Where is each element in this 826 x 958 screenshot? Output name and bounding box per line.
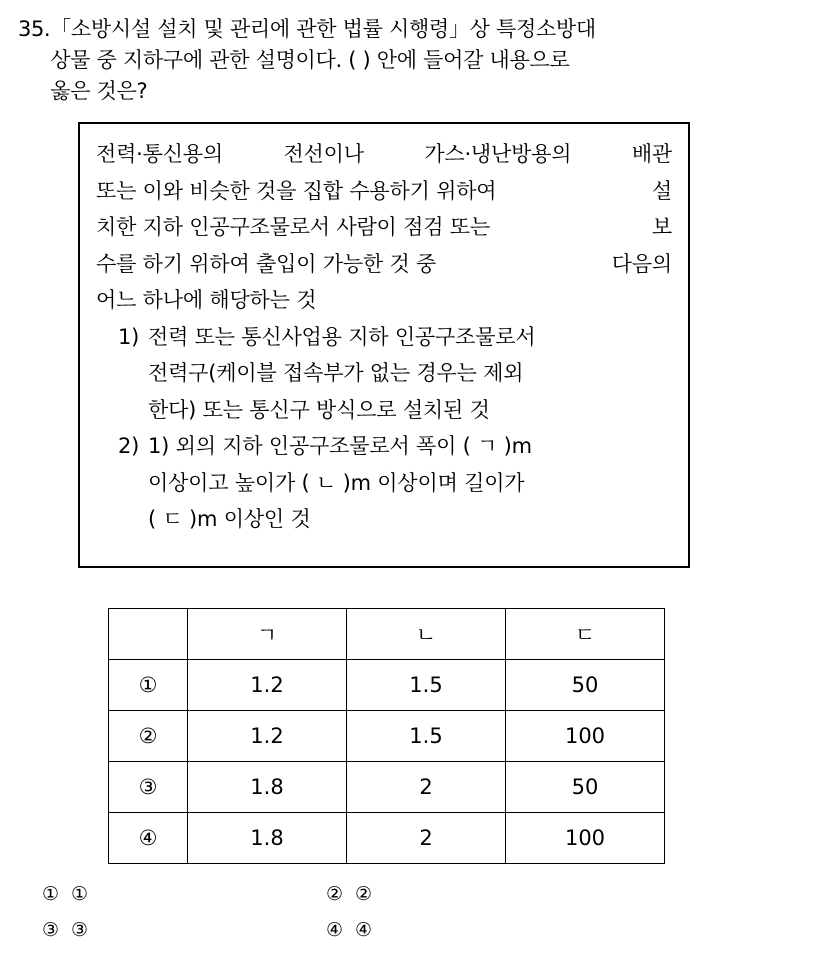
passage-segment: 치한 지하 인공구조물로서 사람이 점검 또는 [96,215,490,239]
answer-option-label: ④ [355,919,373,941]
question-number: 35. [18,17,51,41]
passage-line [96,173,672,210]
table-row [109,762,665,813]
passage-line: 어느 하나에 해당하는 것 [96,288,317,312]
answer-option-1[interactable] [42,883,326,905]
table-cell-n: 1.5 [347,711,506,762]
table-row [109,660,665,711]
answer-option-marker: ② [326,883,344,905]
table-cell-g: 1.2 [188,711,347,762]
answer-option-label: ① [71,883,89,905]
table-cell-d: 50 [506,660,665,711]
question-line: 「소방시설 설치 및 관리에 관한 법률 시행령」상 특정소방대 [50,17,596,41]
answer-option-2[interactable] [326,883,610,905]
passage-item-text [148,428,672,538]
answer-options [42,876,602,948]
passage-segment: 배관 [631,142,672,166]
passage-item-line: 전력구(케이블 접속부가 없는 경우는 제외 [148,361,524,385]
table-header-row [109,609,665,660]
table-row-label: ① [109,660,188,711]
passage-box [78,122,690,568]
passage-line [96,209,672,246]
passage-segment: 보 [651,215,672,239]
answer-option-label: ② [355,883,373,905]
answer-option-marker: ① [42,883,60,905]
choice-table [108,608,665,864]
answer-option-marker: ③ [42,919,60,941]
table-cell-d: 100 [506,711,665,762]
table-cell-n: 2 [347,813,506,864]
passage-segment: 설 [651,178,672,203]
table-cell-n: 2 [347,762,506,813]
passage-segment: 전선이나 [283,142,364,166]
table-cell-d: 50 [506,762,665,813]
question-line: 상물 중 지하구에 관한 설명이다. ( ) 안에 들어갈 내용으로 [50,48,570,72]
passage-segment: 다음의 [611,251,672,276]
table-row [109,711,665,762]
passage-item-2 [96,428,672,538]
table-cell-n: 1.5 [347,660,506,711]
question-line: 옳은 것은? [50,79,148,103]
passage-item-marker: 1) [118,324,140,349]
answer-option-marker: ④ [326,919,344,941]
table-row [109,813,665,864]
passage-item-line: ( ㄷ )m 이상인 것 [148,507,311,531]
table-header-cell: ㄷ [506,609,665,660]
passage-line [96,246,672,283]
question-text [50,14,808,107]
passage-segment: 수를 하기 위하여 출입이 가능한 것 중 [96,251,437,276]
passage-line [96,136,672,173]
answer-option-label: ③ [71,919,89,941]
table-header-cell: ㄴ [347,609,506,660]
answer-options-row [42,876,602,912]
passage-item-line: 전력 또는 통신사업용 지하 인공구조물로서 [148,324,536,349]
passage-segment: 가스·냉난방용의 [424,142,572,166]
passage-segment: 또는 이와 비슷한 것을 집합 수용하기 위하여 [96,178,497,203]
table-row-label: ③ [109,762,188,813]
table-header-cell: ㄱ [188,609,347,660]
table-cell-g: 1.8 [188,813,347,864]
passage-item-line: 1) 외의 지하 인공구조물로서 폭이 ( ㄱ )m [148,434,532,458]
passage-item-marker: 2) [118,434,140,458]
answer-options-row [42,912,602,948]
passage-segment: 전력·통신용의 [96,142,223,166]
question-header [18,14,808,107]
passage-item-line: 한다) 또는 통신구 방식으로 설치된 것 [148,397,490,422]
table-cell-d: 100 [506,813,665,864]
answer-option-3[interactable] [42,919,326,941]
table-header-cell [109,609,188,660]
passage-item-line: 이상이고 높이가 ( ㄴ )m 이상이며 길이가 [148,470,525,495]
table-row-label: ④ [109,813,188,864]
answer-option-4[interactable] [326,919,610,941]
passage-item-1 [96,319,672,429]
passage-item-text [148,319,672,429]
table-row-label: ② [109,711,188,762]
table-cell-g: 1.2 [188,660,347,711]
table-cell-g: 1.8 [188,762,347,813]
